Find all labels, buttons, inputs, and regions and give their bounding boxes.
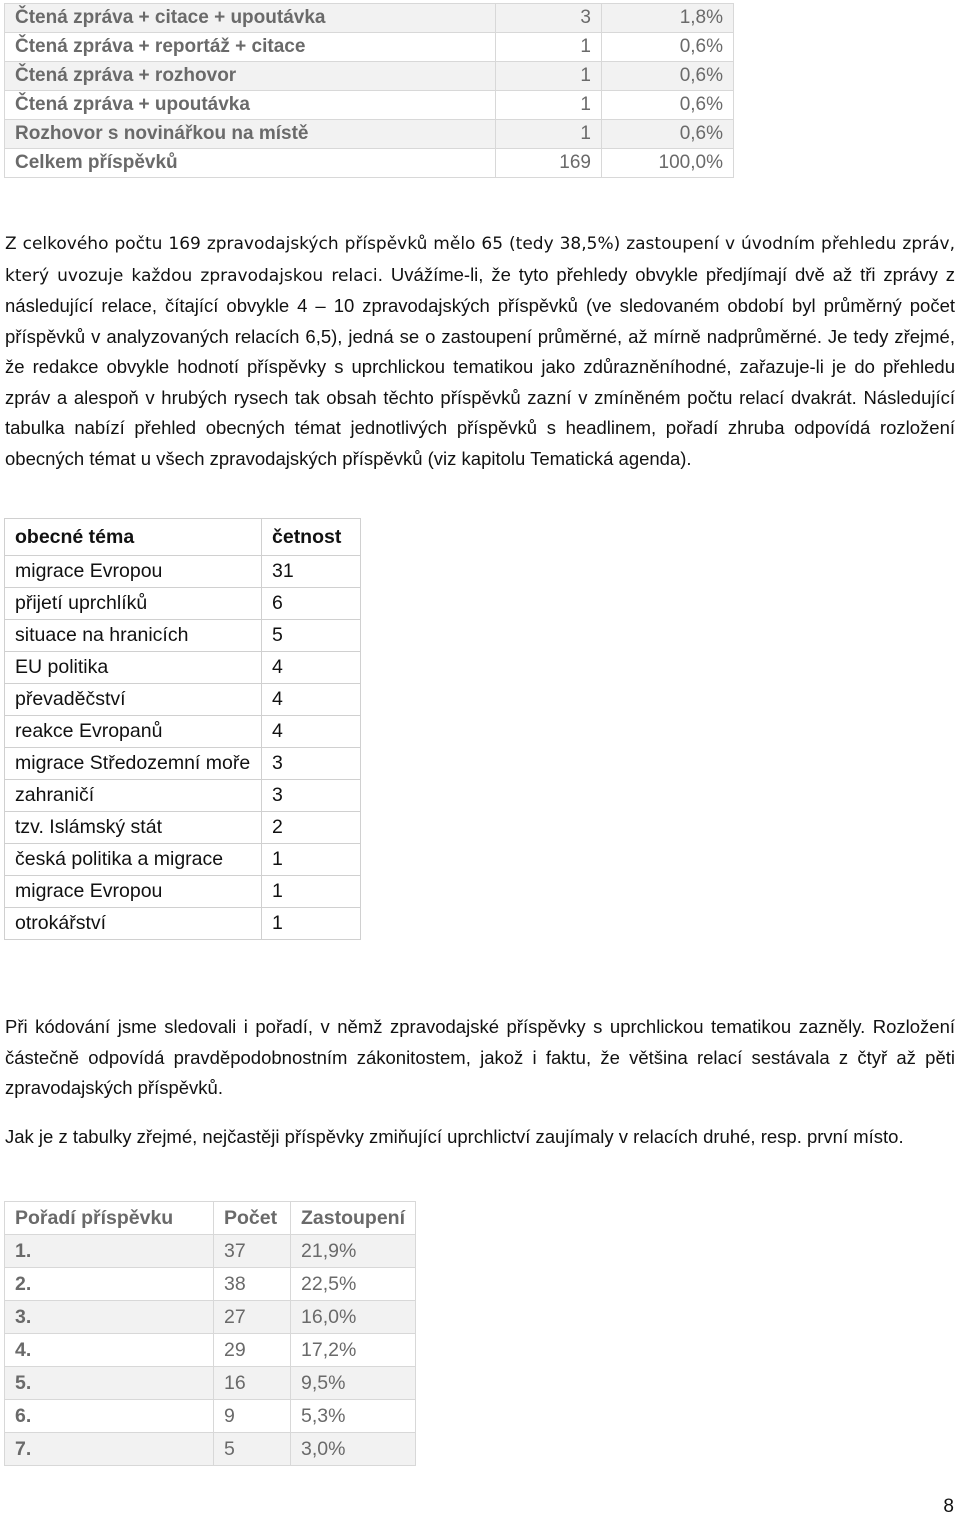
header-count: Počet [214,1202,291,1235]
paragraph-order-coding: Při kódování jsme sledovali i pořadí, v němž zpravodajské příspěvky s uprchlickou tematikou zazněly. Rozložení částečně odpovídá pravděpodobnostním zákonitostem, jakož i faktu, že většina relací sestávala z čtyř až pěti zpravodajských příspěvků. [5,1016,955,1098]
table-row [5,652,361,684]
paragraph-order-summary: Jak je z tabulky zřejmé, nejčastěji příspěvky zmiňující uprchlictví zaujímaly v relacích druhé, resp. první místo. [5,1126,904,1147]
order-share: 21,9% [291,1235,416,1268]
topic-count: 1 [262,908,361,940]
order-share: 5,3% [291,1400,416,1433]
topic-name: migrace Evropou [5,876,262,908]
topic-count: 4 [262,716,361,748]
order-count: 9 [214,1400,291,1433]
topic-count: 3 [262,780,361,812]
table-row [5,1334,416,1367]
row-label: Čtená zpráva + reportáž + citace [5,33,496,62]
table-row [5,62,734,91]
row-label: Čtená zpráva + upoutávka [5,91,496,120]
topic-name: zahraničí [5,780,262,812]
table-row [5,780,361,812]
row-count: 1 [496,120,602,149]
row-percent: 0,6% [602,33,734,62]
paragraph-part-2: Uvážíme-li, že tyto přehledy obvykle předjímají dvě až tři zprávy z následující relace, čítající obvykle 4 – 10 zpravodajských příspěvků (ve sledovaném období byl průměrný počet příspěvků v analyzovaných relacích 6,5), jedná se o zastoupení průměrné, až mírně nadprůměrné. Je tedy zřejmé, že redakce obvykle hodnotí příspěvky s uprchlickou tematikou jako zdůrazněníhodné, zařazuje-li je do přehledu zpráv a alespoň v hrubých rysech tak obsah těchto příspěvků zazní v zmíněném počtu relací dvakrát. Následující tabulka nabízí přehled obecných témat jednotlivých příspěvků s headlinem, pořadí zhruba odpovídá rozložení obecných témat u všech zpravodajských příspěvků (viz kapitolu Tematická agenda). [5,263,956,469]
order-share: 17,2% [291,1334,416,1367]
row-count: 169 [496,149,602,178]
table-row [5,120,734,149]
table-row [5,844,361,876]
topic-frequency-table [4,518,361,940]
topic-name: EU politika [5,652,262,684]
order-count: 37 [214,1235,291,1268]
table-row [5,1433,416,1466]
row-label: Rozhovor s novinářkou na místě [5,120,496,149]
order-position: 4. [5,1334,214,1367]
table-row [5,33,734,62]
order-position: 2. [5,1268,214,1301]
order-position: 5. [5,1367,214,1400]
topic-name: tzv. Islámský stát [5,812,262,844]
table-row [5,588,361,620]
table-row [5,4,734,33]
header-share: Zastoupení [291,1202,416,1235]
order-position-table [4,1201,416,1466]
table-row [5,620,361,652]
table-row [5,1235,416,1268]
order-share: 16,0% [291,1301,416,1334]
table-row [5,684,361,716]
topic-count: 4 [262,684,361,716]
order-count: 16 [214,1367,291,1400]
topic-count: 3 [262,748,361,780]
row-count: 1 [496,62,602,91]
table-row [5,908,361,940]
header-count: četnost [262,519,361,556]
row-percent: 100,0% [602,149,734,178]
paragraph-front-page-share [5,228,955,474]
topic-count: 1 [262,876,361,908]
table-header-row [5,519,361,556]
topic-count: 4 [262,652,361,684]
table-header-row [5,1202,416,1235]
table-row [5,1268,416,1301]
order-share: 22,5% [291,1268,416,1301]
topic-name: česká politika a migrace [5,844,262,876]
row-label: Čtená zpráva + rozhovor [5,62,496,91]
topic-name: otrokářství [5,908,262,940]
order-position: 3. [5,1301,214,1334]
table-row [5,812,361,844]
order-position: 7. [5,1433,214,1466]
article-type-table [4,3,734,178]
order-position: 6. [5,1400,214,1433]
topic-name: situace na hranicích [5,620,262,652]
paragraph-part-1: Z celkového počtu 169 zpravodajských příspěvků mělo 65 (tedy 38,5%) zastoupení v úvodním přehledu zpráv, který uvozuje každou zpravodajskou relaci. [5,234,955,286]
topic-name: migrace Evropou [5,556,262,588]
table-row [5,1367,416,1400]
order-share: 9,5% [291,1367,416,1400]
table-row [5,91,734,120]
row-percent: 0,6% [602,91,734,120]
table-row [5,748,361,780]
row-count: 1 [496,91,602,120]
row-count: 1 [496,33,602,62]
row-label: Celkem příspěvků [5,149,496,178]
order-count: 29 [214,1334,291,1367]
order-position: 1. [5,1235,214,1268]
topic-count: 5 [262,620,361,652]
table-row [5,716,361,748]
topic-count: 6 [262,588,361,620]
topic-count: 2 [262,812,361,844]
row-percent: 0,6% [602,62,734,91]
row-count: 3 [496,4,602,33]
topic-name: migrace Středozemní moře [5,748,262,780]
table-row [5,1400,416,1433]
order-count: 5 [214,1433,291,1466]
order-count: 27 [214,1301,291,1334]
order-count: 38 [214,1268,291,1301]
page-number: 8 [943,1496,954,1517]
row-percent: 0,6% [602,120,734,149]
table-row [5,556,361,588]
topic-name: reakce Evropanů [5,716,262,748]
topic-count: 31 [262,556,361,588]
header-order: Pořadí příspěvku [5,1202,214,1235]
table-row [5,1301,416,1334]
topic-name: převaděčství [5,684,262,716]
header-topic: obecné téma [5,519,262,556]
table-row [5,876,361,908]
order-share: 3,0% [291,1433,416,1466]
topic-count: 1 [262,844,361,876]
topic-name: přijetí uprchlíků [5,588,262,620]
row-percent: 1,8% [602,4,734,33]
row-label: Čtená zpráva + citace + upoutávka [5,4,496,33]
table-row [5,149,734,178]
